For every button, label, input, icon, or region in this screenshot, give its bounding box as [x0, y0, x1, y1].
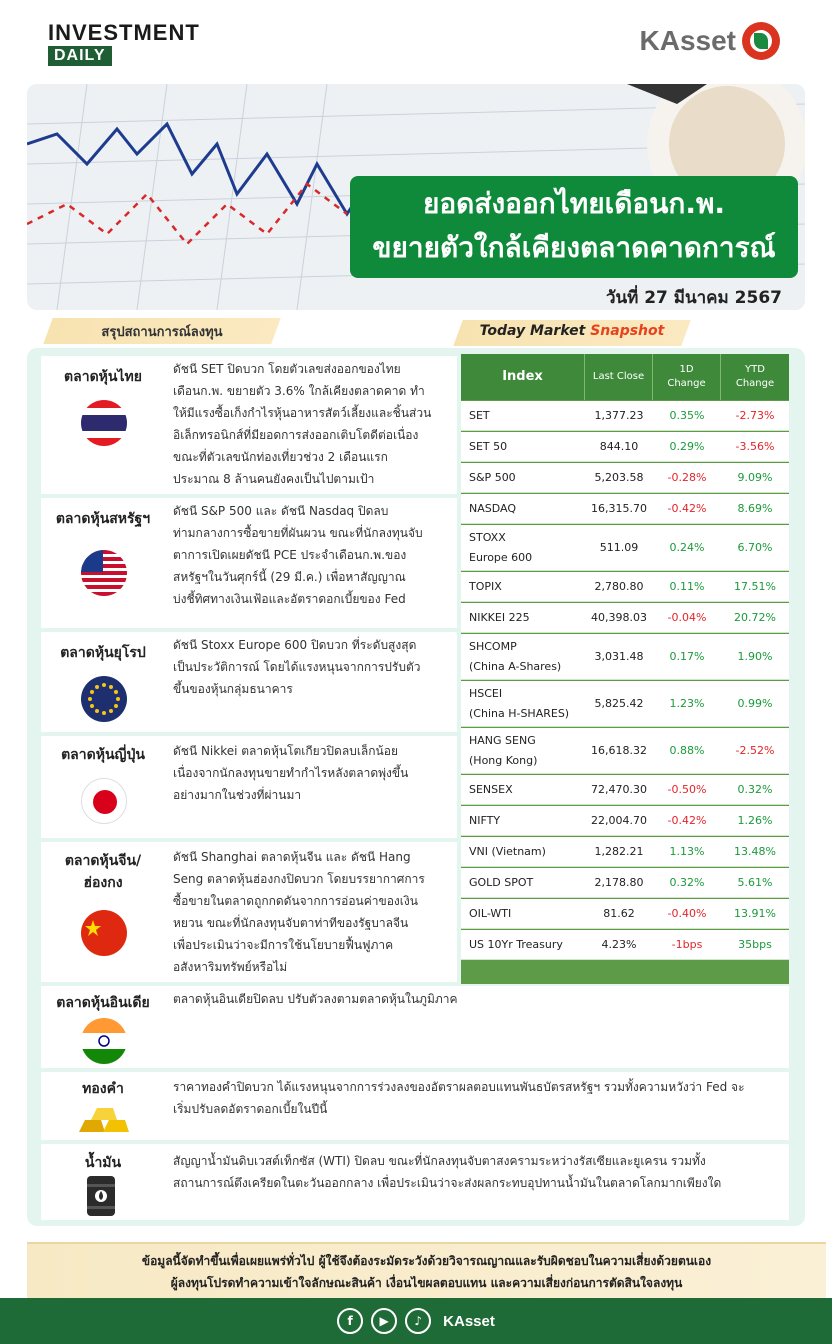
- table-row: [461, 681, 789, 727]
- index-name-line-1: NASDAQ: [469, 501, 517, 515]
- index-name-line-1: SET 50: [469, 439, 508, 453]
- last-close-value: 2,780.80: [585, 572, 653, 602]
- market-desc: [173, 740, 408, 806]
- index-name: [461, 525, 585, 571]
- index-name: [461, 401, 585, 431]
- eu-flag-icon: [81, 676, 127, 722]
- ytd-change: 8.69%: [721, 494, 789, 524]
- report-date: วันที่ 27 มีนาคม 2567: [605, 288, 782, 308]
- market-row-thailand: [41, 356, 457, 494]
- one-day-change: 0.11%: [653, 572, 721, 602]
- desc-line: ให้มีแรงซื้อเก็งกำไรหุ้นอาหารสัตว์เลี้ยงและชิ้นส่วน: [173, 406, 432, 420]
- kasset-logo: [640, 22, 780, 60]
- last-close-value: 511.09: [585, 525, 653, 571]
- index-name-line-2: (Hong Kong): [469, 753, 538, 767]
- one-day-change: 0.17%: [653, 634, 721, 680]
- last-close-value: 2,178.80: [585, 868, 653, 898]
- ytd-change: -2.52%: [721, 728, 789, 774]
- desc-line: ดัชนี Stoxx Europe 600 ปิดบวก ที่ระดับสูงสุด: [173, 638, 417, 652]
- last-close-value: 3,031.48: [585, 634, 653, 680]
- header-last-close: Last Close: [585, 354, 653, 400]
- snapshot-tab-label: [458, 323, 686, 339]
- market-desc: [173, 358, 431, 490]
- table-row: [461, 899, 789, 929]
- index-name-line-1: S&P 500: [469, 470, 516, 484]
- disclaimer-line-1: ข้อมูลนี้จัดทำขึ้นเพื่อเผยแพร่ทั่วไป ผู้ใช้จึงต้องระมัดระวังด้วยวิจารณญาณและรับผิดชอบในความเสี่ยงด้วยตนเอง: [141, 1254, 712, 1268]
- market-desc: [173, 1076, 745, 1120]
- snapshot-tab-accent: Snapshot: [590, 323, 665, 339]
- ytd-change: 6.70%: [721, 525, 789, 571]
- desc-line: เนื่องจากนักลงทุนขายทำกำไรหลังตลาดพุ่งขึ้น: [173, 766, 409, 780]
- ytd-change: 17.51%: [721, 572, 789, 602]
- index-name: [461, 899, 585, 929]
- index-name-line-1: GOLD SPOT: [469, 875, 534, 889]
- desc-line: ซื้อขายในตลาดถูกกดดันจากการอ่อนค่าของเงิน: [173, 894, 418, 908]
- index-name-line-1: HANG SENG: [469, 733, 536, 747]
- header-1d-b: Change: [667, 378, 706, 389]
- ytd-change: 13.91%: [721, 899, 789, 929]
- index-name: [461, 463, 585, 493]
- ytd-change: 5.61%: [721, 868, 789, 898]
- one-day-change: 0.24%: [653, 525, 721, 571]
- market-desc: [173, 634, 421, 700]
- table-row: [461, 463, 789, 493]
- headline-line-1: ยอดส่งออกไทยเดือนก.พ.: [422, 187, 726, 220]
- table-row: [461, 775, 789, 805]
- oil-barrel-icon: [85, 1174, 117, 1222]
- index-name-line-1: VNI (Vietnam): [469, 844, 546, 858]
- usa-flag-icon: [81, 550, 127, 596]
- desc-line: Seng ตลาดหุ้นฮ่องกงปิดบวก โดยบรรยากาศการ: [173, 872, 425, 886]
- footer-brand: KAsset: [443, 1312, 495, 1330]
- index-name: [461, 634, 585, 680]
- one-day-change: 1.13%: [653, 837, 721, 867]
- desc-line: เริ่มปรับลดอัตราดอกเบี้ยในปีนี้: [173, 1102, 328, 1116]
- last-close-value: 5,825.42: [585, 681, 653, 727]
- market-desc: [173, 500, 423, 610]
- market-label: ตลาดหุ้นไทย: [64, 369, 142, 385]
- desc-line: ท่ามกลางการซื้อขายที่ผันผวน ขณะที่นักลงทุนจับ: [173, 526, 423, 540]
- desc-line: บ่งชี้ทิศทางเงินเฟ้อและอัตราดอกเบี้ยของ Fed: [173, 592, 406, 606]
- logo-top-text: INVESTMENT: [48, 20, 200, 45]
- desc-line: สถานการณ์ตึงเครียดในตะวันออกกลาง เพื่อประเมินว่าจะส่งผลกระทบอุปทานน้ำมันในตลาดโลกมากเพียงใด: [173, 1176, 722, 1190]
- kasikorn-seal-icon: [742, 22, 780, 60]
- market-label: ตลาดหุ้นญี่ปุ่น: [61, 747, 145, 763]
- desc-line: อย่างมากในช่วงที่ผ่านมา: [173, 788, 302, 802]
- table-row: [461, 603, 789, 633]
- desc-line: ดัชนี Shanghai ตลาดหุ้นจีน และ ดัชนี Hang: [173, 850, 411, 864]
- index-name-line-1: NIKKEI 225: [469, 610, 530, 624]
- one-day-change: -0.42%: [653, 494, 721, 524]
- snapshot-tab-prefix: Today Market: [479, 323, 591, 339]
- market-label-line-2: ฮ่องกง: [83, 875, 123, 891]
- market-row-oil: [41, 1144, 789, 1220]
- market-label: [41, 850, 165, 894]
- market-label: ทองคำ: [82, 1081, 124, 1097]
- market-label: น้ำมัน: [84, 1155, 122, 1171]
- index-name: [461, 930, 585, 960]
- ytd-change: 0.32%: [721, 775, 789, 805]
- thailand-flag-icon: [81, 400, 127, 446]
- one-day-change: -1bps: [653, 930, 721, 960]
- index-name-line-1: SHCOMP: [469, 639, 517, 653]
- desc-line: หยวน ขณะที่นักลงทุนจับตาท่าทีของรัฐบาลจีน: [173, 916, 409, 930]
- market-row-japan: [41, 736, 457, 838]
- index-name-line-1: NIFTY: [469, 813, 501, 827]
- header-1d-a: 1D: [679, 364, 694, 375]
- gold-bars-icon: [77, 1102, 131, 1138]
- header-1d-change: [653, 354, 721, 400]
- desc-line: ราคาทองคำปิดบวก ได้แรงหนุนจากการร่วงลงของอัตราผลตอบแทนพันธบัตรสหรัฐฯ รวมทั้งความหวังว่า Fed จะ: [173, 1080, 745, 1094]
- headline-box: [350, 176, 798, 278]
- market-label: ตลาดหุ้นสหรัฐฯ: [55, 511, 151, 527]
- desc-line: ตาการเปิดเผยดัชนี PCE ประจำเดือนก.พ.ของ: [173, 548, 407, 562]
- table-row: [461, 806, 789, 836]
- one-day-change: 0.29%: [653, 432, 721, 462]
- table-header: [461, 354, 789, 400]
- tiktok-icon[interactable]: ♪: [405, 1308, 431, 1334]
- index-name: [461, 572, 585, 602]
- market-row-europe: [41, 632, 457, 732]
- desc-line: สัญญาน้ำมันดิบเวสต์เท็กซัส (WTI) ปิดลบ ขณะที่นักลงทุนจับตาสงครามระหว่างรัสเซียและยูเครน รวมทั้ง: [173, 1154, 706, 1168]
- market-desc: [173, 988, 458, 1010]
- index-name-line-2: (China H-SHARES): [469, 706, 570, 720]
- index-name-line-2: Europe 600: [469, 550, 533, 564]
- one-day-change: 1.23%: [653, 681, 721, 727]
- index-name: [461, 806, 585, 836]
- index-name-line-2: (China A-Shares): [469, 659, 562, 673]
- desc-line: อสังหาริมทรัพย์หรือไม่: [173, 960, 288, 974]
- disclaimer: [27, 1242, 826, 1298]
- ytd-change: 9.09%: [721, 463, 789, 493]
- last-close-value: 22,004.70: [585, 806, 653, 836]
- last-close-value: 1,282.21: [585, 837, 653, 867]
- market-row-china: [41, 842, 457, 982]
- one-day-change: 0.32%: [653, 868, 721, 898]
- index-name: [461, 603, 585, 633]
- market-desc: [173, 1150, 721, 1194]
- last-close-value: 1,377.23: [585, 401, 653, 431]
- table-row: [461, 728, 789, 774]
- header-ytd-change: [721, 354, 789, 400]
- index-name: [461, 728, 585, 774]
- ytd-change: 35bps: [721, 930, 789, 960]
- index-name-line-1: SENSEX: [469, 782, 513, 796]
- ytd-change: 20.72%: [721, 603, 789, 633]
- desc-line: เดือนก.พ. ขยายตัว 3.6% ใกล้เคียงตลาดคาด ทำ: [173, 384, 425, 398]
- desc-line: สหรัฐฯในวันศุกร์นี้ (29 มี.ค.) เพื่อหาสัญญาณ: [173, 570, 406, 584]
- market-row-usa: [41, 498, 457, 628]
- india-flag-icon: [81, 1018, 127, 1064]
- index-name: [461, 681, 585, 727]
- header-ytd-b: Change: [735, 378, 775, 389]
- ytd-change: 0.99%: [721, 681, 789, 727]
- one-day-change: 0.35%: [653, 401, 721, 431]
- japan-flag-icon: [81, 778, 127, 824]
- desc-line: ดัชนี Nikkei ตลาดหุ้นโตเกียวปิดลบเล็กน้อย: [173, 744, 398, 758]
- one-day-change: -0.42%: [653, 806, 721, 836]
- table-row: [461, 525, 789, 571]
- one-day-change: 0.88%: [653, 728, 721, 774]
- table-row: [461, 494, 789, 524]
- one-day-change: -0.04%: [653, 603, 721, 633]
- footer-bar: [0, 1298, 832, 1344]
- header-index: Index: [461, 354, 585, 400]
- table-row: [461, 432, 789, 462]
- kasset-logo-text: KAsset: [639, 25, 736, 56]
- one-day-change: -0.28%: [653, 463, 721, 493]
- last-close-value: 16,315.70: [585, 494, 653, 524]
- ytd-change: 1.90%: [721, 634, 789, 680]
- index-name: [461, 432, 585, 462]
- desc-line: ตลาดหุ้นอินเดียปิดลบ ปรับตัวลงตามตลาดหุ้นในภูมิภาค: [173, 992, 458, 1006]
- desc-line: ดัชนี SET ปิดบวก โดยตัวเลขส่งออกของไทย: [173, 362, 401, 376]
- index-name-line-1: HSCEI: [469, 686, 503, 700]
- index-name-line-1: SET: [469, 408, 490, 422]
- desc-line: ประมาณ 8 ล้านคนยังคงเป็นไปตามเป้า: [173, 472, 375, 486]
- desc-line: ดัชนี S&P 500 และ ดัชนี Nasdaq ปิดลบ: [173, 504, 389, 518]
- index-name-line-1: US 10Yr Treasury: [469, 937, 563, 951]
- index-name-line-1: STOXX: [469, 530, 506, 544]
- index-name: [461, 775, 585, 805]
- last-close-value: 4.23%: [585, 930, 653, 960]
- last-close-value: 5,203.58: [585, 463, 653, 493]
- desc-line: ขึ้นของหุ้นกลุ่มธนาคาร: [173, 682, 293, 696]
- facebook-icon[interactable]: f: [337, 1308, 363, 1334]
- desc-line: ขณะที่ตัวเลขนักท่องเที่ยวช่วง 2 เดือนแรก: [173, 450, 388, 464]
- desc-line: เป็นประวัติการณ์ โดยได้แรงหนุนจากการปรับตัว: [173, 660, 421, 674]
- market-row-india: [41, 986, 789, 1068]
- table-row: [461, 401, 789, 431]
- summary-tab-label: สรุปสถานการณ์ลงทุน: [101, 325, 223, 340]
- desc-line: เพื่อประเมินว่าจะมีการใช้นโยบายฟื้นฟูภาค: [173, 938, 394, 952]
- index-name-line-1: OIL-WTI: [469, 906, 512, 920]
- last-close-value: 16,618.32: [585, 728, 653, 774]
- ytd-change: 13.48%: [721, 837, 789, 867]
- desc-line: อิเล็กทรอนิกส์ที่มียอดการส่งออกเติบโตดีต่อเนื่อง: [173, 428, 419, 442]
- ytd-change: -2.73%: [721, 401, 789, 431]
- one-day-change: -0.40%: [653, 899, 721, 929]
- index-name-line-1: TOPIX: [469, 579, 502, 593]
- logo-bottom-text: DAILY: [48, 46, 112, 66]
- market-label: ตลาดหุ้นอินเดีย: [56, 995, 150, 1011]
- table-row: [461, 930, 789, 960]
- ytd-change: -3.56%: [721, 432, 789, 462]
- market-label-line-1: ตลาดหุ้นจีน/: [64, 853, 142, 869]
- index-name: [461, 494, 585, 524]
- youtube-icon[interactable]: ▶: [371, 1308, 397, 1334]
- index-name: [461, 837, 585, 867]
- table-row: [461, 868, 789, 898]
- market-label: ตลาดหุ้นยุโรป: [60, 645, 146, 661]
- last-close-value: 81.62: [585, 899, 653, 929]
- table-row: [461, 634, 789, 680]
- last-close-value: 40,398.03: [585, 603, 653, 633]
- header-ytd-a: YTD: [745, 364, 765, 375]
- table-row: [461, 837, 789, 867]
- investment-daily-logo: [48, 22, 238, 70]
- one-day-change: -0.50%: [653, 775, 721, 805]
- china-flag-icon: [81, 910, 127, 956]
- market-row-gold: [41, 1072, 789, 1140]
- headline-line-2: ขยายตัวใกล้เคียงตลาดคาดการณ์: [372, 231, 776, 264]
- last-close-value: 72,470.30: [585, 775, 653, 805]
- last-close-value: 844.10: [585, 432, 653, 462]
- market-desc: [173, 846, 425, 978]
- index-name: [461, 868, 585, 898]
- table-row: [461, 572, 789, 602]
- ytd-change: 1.26%: [721, 806, 789, 836]
- disclaimer-line-2: ผู้ลงทุนโปรดทำความเข้าใจลักษณะสินค้า เงื่อนไขผลตอบแทน และความเสี่ยงก่อนการตัดสินใจลงทุน: [170, 1276, 683, 1290]
